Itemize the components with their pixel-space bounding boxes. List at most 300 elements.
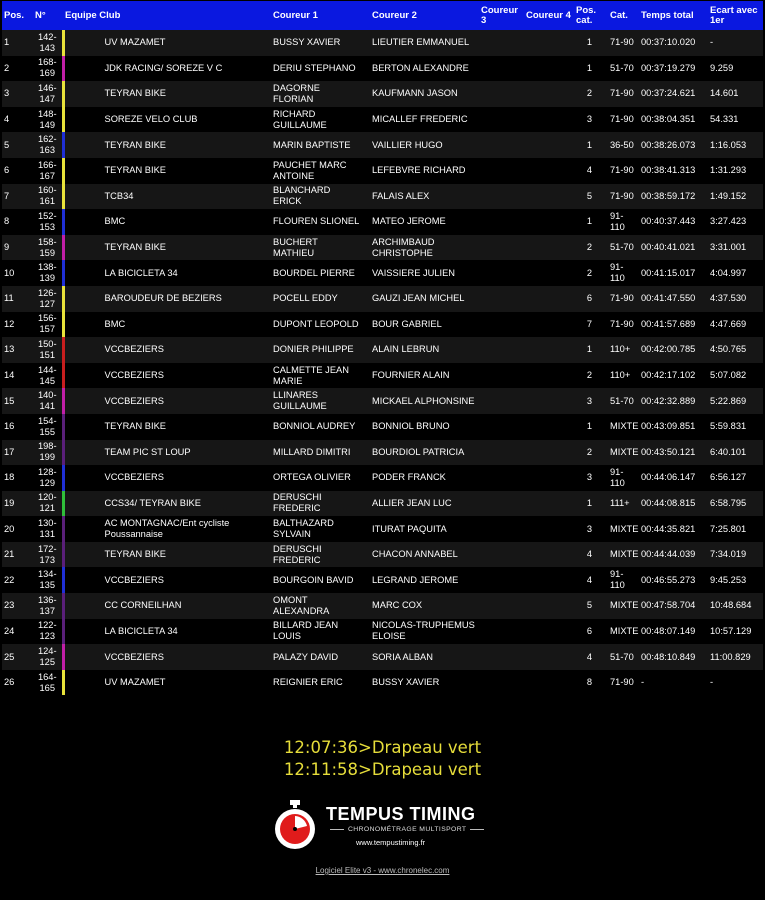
- cell-runner3: [479, 593, 524, 619]
- cell-runner2: LEFEBVRE RICHARD: [362, 158, 479, 184]
- cell-runner3: [479, 542, 524, 568]
- cell-gap: 4:50.765: [708, 337, 763, 363]
- cell-club: TEYRAN BIKE: [63, 235, 263, 261]
- cell-total-time: 00:42:17.102: [639, 363, 708, 389]
- cell-runner2: BONNIOL BRUNO: [362, 414, 479, 440]
- cell-runner1: FLOUREN SLIONEL: [263, 209, 362, 235]
- cell-poscat: 1: [574, 30, 605, 56]
- cell-runner2: FOURNIER ALAIN: [362, 363, 479, 389]
- cell-total-time: 00:41:47.550: [639, 286, 708, 312]
- cell-runner3: [479, 235, 524, 261]
- cell-runner2: ALAIN LEBRUN: [362, 337, 479, 363]
- cell-runner1: BILLARD JEAN LOUIS: [263, 619, 362, 645]
- cell-runner3: [479, 414, 524, 440]
- cell-runner1: REIGNIER ERIC: [263, 670, 362, 696]
- cell-gap: -: [708, 670, 763, 696]
- cell-cat: 36-50: [605, 132, 639, 158]
- cell-runner1: DUPONT LEOPOLD: [263, 312, 362, 338]
- cell-total-time: 00:44:35.821: [639, 516, 708, 542]
- cell-runner1: MILLARD DIMITRI: [263, 440, 362, 466]
- cell-runner4: [524, 644, 574, 670]
- table-row: [2, 81, 763, 107]
- table-row: [2, 235, 763, 261]
- cell-cat: 71-90: [605, 158, 639, 184]
- cell-club: LA BICICLETA 34: [63, 260, 263, 286]
- cell-bib: 164-165: [33, 670, 63, 696]
- cell-runner2: ITURAT PAQUITA: [362, 516, 479, 542]
- cell-poscat: 2: [574, 363, 605, 389]
- cell-total-time: 00:41:57.689: [639, 312, 708, 338]
- cell-cat: 71-90: [605, 670, 639, 696]
- cell-cat: 110+: [605, 363, 639, 389]
- cell-runner1: RICHARD GUILLAUME: [263, 107, 362, 133]
- cell-runner2: MATEO JEROME: [362, 209, 479, 235]
- cell-total-time: 00:44:08.815: [639, 491, 708, 517]
- cell-runner2: ALLIER JEAN LUC: [362, 491, 479, 517]
- cell-total-time: 00:38:04.351: [639, 107, 708, 133]
- cell-runner1: ORTEGA OLIVIER: [263, 465, 362, 491]
- cell-bib: 148-149: [33, 107, 63, 133]
- cell-runner4: [524, 465, 574, 491]
- cell-bib: 146-147: [33, 81, 63, 107]
- cell-runner4: [524, 56, 574, 82]
- cell-runner2: BUSSY XAVIER: [362, 670, 479, 696]
- cell-runner2: MARC COX: [362, 593, 479, 619]
- cell-runner4: [524, 491, 574, 517]
- header-runner4: Coureur 4: [526, 9, 571, 21]
- cell-total-time: 00:38:41.313: [639, 158, 708, 184]
- cell-bib: 140-141: [33, 388, 63, 414]
- stopwatch-icon: [270, 800, 320, 850]
- cell-poscat: 1: [574, 414, 605, 440]
- cell-cat: 51-70: [605, 56, 639, 82]
- cell-cat: MIXTE: [605, 440, 639, 466]
- cell-pos: 18: [2, 465, 33, 491]
- cell-runner4: [524, 337, 574, 363]
- cell-bib: 172-173: [33, 542, 63, 568]
- cell-poscat: 4: [574, 158, 605, 184]
- cell-club: TEYRAN BIKE: [63, 132, 263, 158]
- cell-bib: 120-121: [33, 491, 63, 517]
- table-row: [2, 388, 763, 414]
- cell-runner3: [479, 312, 524, 338]
- table-row: [2, 312, 763, 338]
- cell-cat: 51-70: [605, 235, 639, 261]
- results-body: [2, 30, 763, 695]
- cell-runner4: [524, 619, 574, 645]
- table-row: [2, 593, 763, 619]
- cell-club: VCCBEZIERS: [63, 363, 263, 389]
- cell-runner2: NICOLAS-TRUPHEMUS ELOISE: [362, 619, 479, 645]
- cell-poscat: 2: [574, 440, 605, 466]
- cell-runner3: [479, 30, 524, 56]
- cell-runner4: [524, 414, 574, 440]
- table-row: [2, 56, 763, 82]
- cell-bib: 154-155: [33, 414, 63, 440]
- cell-club: VCCBEZIERS: [63, 465, 263, 491]
- cell-pos: 9: [2, 235, 33, 261]
- cell-cat: 51-70: [605, 388, 639, 414]
- cell-cat: 71-90: [605, 30, 639, 56]
- cell-runner1: BLANCHARD ERICK: [263, 184, 362, 210]
- cell-bib: 124-125: [33, 644, 63, 670]
- cell-club: TEYRAN BIKE: [63, 81, 263, 107]
- cell-bib: 126-127: [33, 286, 63, 312]
- cell-total-time: 00:37:19.279: [639, 56, 708, 82]
- logo-url[interactable]: www.tempustiming.fr: [356, 838, 426, 847]
- cell-total-time: 00:43:50.121: [639, 440, 708, 466]
- cell-gap: 7:34.019: [708, 542, 763, 568]
- cell-runner3: [479, 388, 524, 414]
- cell-bib: 122-123: [33, 619, 63, 645]
- cell-bib: 158-159: [33, 235, 63, 261]
- tempus-timing-logo[interactable]: [270, 798, 500, 854]
- cell-runner4: [524, 542, 574, 568]
- cell-gap: 7:25.801: [708, 516, 763, 542]
- cell-poscat: 1: [574, 56, 605, 82]
- cell-bib: 168-169: [33, 56, 63, 82]
- cell-runner3: [479, 491, 524, 517]
- cell-runner2: MICKAEL ALPHONSINE: [362, 388, 479, 414]
- cell-gap: 4:47.669: [708, 312, 763, 338]
- cell-runner4: [524, 388, 574, 414]
- cell-runner1: POCELL EDDY: [263, 286, 362, 312]
- cell-runner3: [479, 81, 524, 107]
- cell-total-time: 00:37:24.621: [639, 81, 708, 107]
- cell-runner2: LEGRAND JEROME: [362, 567, 479, 593]
- cell-runner2: GAUZI JEAN MICHEL: [362, 286, 479, 312]
- cell-poscat: 2: [574, 235, 605, 261]
- cell-runner4: [524, 235, 574, 261]
- cell-pos: 12: [2, 312, 33, 338]
- table-row: [2, 337, 763, 363]
- cell-runner1: OMONT ALEXANDRA: [263, 593, 362, 619]
- table-row: [2, 619, 763, 645]
- cell-club: UV MAZAMET: [63, 670, 263, 696]
- cell-club: CC CORNEILHAN: [63, 593, 263, 619]
- cell-runner1: DERUSCHI FREDERIC: [263, 542, 362, 568]
- cell-runner4: [524, 363, 574, 389]
- cell-pos: 13: [2, 337, 33, 363]
- cell-pos: 6: [2, 158, 33, 184]
- cell-gap: 11:00.829: [708, 644, 763, 670]
- table-row: [2, 670, 763, 696]
- cell-club: UV MAZAMET: [63, 30, 263, 56]
- cell-cat: 71-90: [605, 286, 639, 312]
- table-header: [2, 1, 763, 30]
- cell-pos: 3: [2, 81, 33, 107]
- cell-club: TEYRAN BIKE: [63, 414, 263, 440]
- cell-cat: MIXTE: [605, 593, 639, 619]
- header-cat: Cat.: [610, 9, 628, 21]
- cell-runner3: [479, 56, 524, 82]
- cell-total-time: 00:42:32.889: [639, 388, 708, 414]
- cell-club: BMC: [63, 209, 263, 235]
- cell-runner1: DERIU STEPHANO: [263, 56, 362, 82]
- cell-runner3: [479, 260, 524, 286]
- cell-cat: 111+: [605, 491, 639, 517]
- cell-runner3: [479, 337, 524, 363]
- cell-gap: 1:16.053: [708, 132, 763, 158]
- table-row: [2, 107, 763, 133]
- cell-total-time: 00:47:58.704: [639, 593, 708, 619]
- table-row: [2, 491, 763, 517]
- cell-poscat: 1: [574, 132, 605, 158]
- cell-poscat: 8: [574, 670, 605, 696]
- cell-club: VCCBEZIERS: [63, 567, 263, 593]
- cell-runner4: [524, 184, 574, 210]
- cell-pos: 8: [2, 209, 33, 235]
- cell-runner1: BUCHERT MATHIEU: [263, 235, 362, 261]
- cell-runner4: [524, 132, 574, 158]
- cell-gap: 54.331: [708, 107, 763, 133]
- cell-runner2: VAILLIER HUGO: [362, 132, 479, 158]
- software-credit-link[interactable]: Logiciel Elite v3 - www.chronelec.com: [315, 866, 450, 875]
- cell-pos: 23: [2, 593, 33, 619]
- cell-runner4: [524, 158, 574, 184]
- cell-club: VCCBEZIERS: [63, 388, 263, 414]
- cell-runner2: BERTON ALEXANDRE: [362, 56, 479, 82]
- cell-runner4: [524, 567, 574, 593]
- cell-bib: 198-199: [33, 440, 63, 466]
- logo-subtitle: CHRONOMÉTRAGE MULTISPORT: [326, 826, 488, 833]
- cell-total-time: 00:46:55.273: [639, 567, 708, 593]
- cell-gap: 6:56.127: [708, 465, 763, 491]
- cell-runner2: BOURDIOL PATRICIA: [362, 440, 479, 466]
- cell-total-time: 00:40:41.021: [639, 235, 708, 261]
- cell-runner2: BOUR GABRIEL: [362, 312, 479, 338]
- cell-cat: 71-90: [605, 107, 639, 133]
- header-gap: Ecart avec 1er: [710, 4, 758, 26]
- cell-poscat: 7: [574, 312, 605, 338]
- cell-club: JDK RACING/ SOREZE V C: [63, 56, 263, 82]
- cell-runner3: [479, 286, 524, 312]
- cell-total-time: 00:43:09.851: [639, 414, 708, 440]
- cell-total-time: 00:40:37.443: [639, 209, 708, 235]
- cell-bib: 156-157: [33, 312, 63, 338]
- cell-runner4: [524, 209, 574, 235]
- cell-bib: 152-153: [33, 209, 63, 235]
- cell-pos: 14: [2, 363, 33, 389]
- cell-pos: 24: [2, 619, 33, 645]
- cell-gap: 9:45.253: [708, 567, 763, 593]
- cell-poscat: 4: [574, 644, 605, 670]
- cell-cat: 91-110: [605, 567, 639, 593]
- cell-gap: 10:57.129: [708, 619, 763, 645]
- table-row: [2, 260, 763, 286]
- cell-pos: 16: [2, 414, 33, 440]
- cell-cat: MIXTE: [605, 619, 639, 645]
- flag-line: 12:07:36>Drapeau vert: [283, 738, 482, 757]
- cell-club: VCCBEZIERS: [63, 337, 263, 363]
- cell-runner2: PODER FRANCK: [362, 465, 479, 491]
- cell-runner1: MARIN BAPTISTE: [263, 132, 362, 158]
- cell-bib: 150-151: [33, 337, 63, 363]
- cell-club: VCCBEZIERS: [63, 644, 263, 670]
- cell-poscat: 2: [574, 81, 605, 107]
- cell-gap: 6:58.795: [708, 491, 763, 517]
- header-total: Temps total: [641, 9, 694, 21]
- cell-total-time: 00:48:07.149: [639, 619, 708, 645]
- cell-club: TEYRAN BIKE: [63, 542, 263, 568]
- cell-runner3: [479, 132, 524, 158]
- cell-runner2: SORIA ALBAN: [362, 644, 479, 670]
- cell-runner1: DAGORNE FLORIAN: [263, 81, 362, 107]
- table-row: [2, 132, 763, 158]
- cell-runner4: [524, 312, 574, 338]
- cell-runner3: [479, 516, 524, 542]
- cell-cat: 71-90: [605, 312, 639, 338]
- cell-runner1: PAUCHET MARC ANTOINE: [263, 158, 362, 184]
- cell-runner4: [524, 593, 574, 619]
- cell-gap: 1:49.152: [708, 184, 763, 210]
- cell-pos: 2: [2, 56, 33, 82]
- cell-runner3: [479, 107, 524, 133]
- cell-pos: 7: [2, 184, 33, 210]
- cell-bib: 160-161: [33, 184, 63, 210]
- cell-gap: 5:59.831: [708, 414, 763, 440]
- cell-runner1: BOURGOIN BAVID: [263, 567, 362, 593]
- cell-club: SOREZE VELO CLUB: [63, 107, 263, 133]
- cell-runner3: [479, 567, 524, 593]
- cell-gap: 6:40.101: [708, 440, 763, 466]
- cell-runner3: [479, 465, 524, 491]
- cell-runner1: BOURDEL PIERRE: [263, 260, 362, 286]
- cell-runner2: CHACON ANNABEL: [362, 542, 479, 568]
- cell-runner2: VAISSIERE JULIEN: [362, 260, 479, 286]
- header-num: N°: [35, 9, 46, 21]
- header-poscat: Pos. cat.: [576, 4, 597, 26]
- cell-pos: 22: [2, 567, 33, 593]
- cell-bib: 130-131: [33, 516, 63, 542]
- cell-runner3: [479, 619, 524, 645]
- cell-club: BAROUDEUR DE BEZIERS: [63, 286, 263, 312]
- cell-gap: 3:31.001: [708, 235, 763, 261]
- cell-runner2: LIEUTIER EMMANUEL: [362, 30, 479, 56]
- cell-gap: -: [708, 30, 763, 56]
- cell-gap: 9.259: [708, 56, 763, 82]
- logo-title: TEMPUS TIMING: [326, 804, 476, 824]
- cell-bib: 144-145: [33, 363, 63, 389]
- cell-poscat: 3: [574, 107, 605, 133]
- cell-gap: 5:07.082: [708, 363, 763, 389]
- results-table: [2, 1, 765, 695]
- table-row: [2, 158, 763, 184]
- cell-cat: MIXTE: [605, 516, 639, 542]
- cell-total-time: 00:44:06.147: [639, 465, 708, 491]
- cell-club: TEYRAN BIKE: [63, 158, 263, 184]
- cell-runner4: [524, 286, 574, 312]
- cell-total-time: 00:37:10.020: [639, 30, 708, 56]
- cell-poscat: 2: [574, 260, 605, 286]
- cell-gap: 14.601: [708, 81, 763, 107]
- cell-gap: 5:22.869: [708, 388, 763, 414]
- cell-poscat: 1: [574, 491, 605, 517]
- cell-poscat: 3: [574, 465, 605, 491]
- cell-cat: 51-70: [605, 644, 639, 670]
- cell-runner3: [479, 184, 524, 210]
- cell-pos: 1: [2, 30, 33, 56]
- cell-gap: 3:27.423: [708, 209, 763, 235]
- cell-runner4: [524, 260, 574, 286]
- cell-pos: 19: [2, 491, 33, 517]
- cell-bib: 138-139: [33, 260, 63, 286]
- cell-cat: 91-110: [605, 209, 639, 235]
- cell-total-time: -: [639, 670, 708, 696]
- cell-runner3: [479, 209, 524, 235]
- cell-runner2: MICALLEF FREDERIC: [362, 107, 479, 133]
- cell-club: BMC: [63, 312, 263, 338]
- cell-poscat: 4: [574, 542, 605, 568]
- table-row: [2, 286, 763, 312]
- cell-runner2: KAUFMANN JASON: [362, 81, 479, 107]
- cell-runner1: BUSSY XAVIER: [263, 30, 362, 56]
- cell-poscat: 3: [574, 388, 605, 414]
- table-row: [2, 542, 763, 568]
- cell-club: LA BICICLETA 34: [63, 619, 263, 645]
- cell-bib: 136-137: [33, 593, 63, 619]
- cell-runner1: BONNIOL AUDREY: [263, 414, 362, 440]
- cell-pos: 11: [2, 286, 33, 312]
- cell-runner4: [524, 81, 574, 107]
- cell-poscat: 3: [574, 516, 605, 542]
- cell-total-time: 00:42:00.785: [639, 337, 708, 363]
- cell-runner3: [479, 644, 524, 670]
- cell-cat: 71-90: [605, 81, 639, 107]
- header-club: Equipe Club: [65, 9, 121, 21]
- cell-poscat: 1: [574, 209, 605, 235]
- table-row: [2, 30, 763, 56]
- table-row: [2, 465, 763, 491]
- table-row: [2, 209, 763, 235]
- cell-club: TEAM PIC ST LOUP: [63, 440, 263, 466]
- cell-pos: 21: [2, 542, 33, 568]
- cell-runner4: [524, 30, 574, 56]
- cell-runner2: FALAIS ALEX: [362, 184, 479, 210]
- cell-pos: 20: [2, 516, 33, 542]
- cell-club: AC MONTAGNAC/Ent cycliste Poussannaise: [63, 516, 263, 542]
- header-runner2: Coureur 2: [372, 9, 417, 21]
- cell-runner2: ARCHIMBAUD CHRISTOPHE: [362, 235, 479, 261]
- cell-bib: 162-163: [33, 132, 63, 158]
- cell-poscat: 5: [574, 593, 605, 619]
- cell-runner4: [524, 670, 574, 696]
- header-pos: Pos.: [4, 9, 25, 21]
- cell-runner1: BALTHAZARD SYLVAIN: [263, 516, 362, 542]
- cell-club: TCB34: [63, 184, 263, 210]
- cell-bib: 128-129: [33, 465, 63, 491]
- cell-pos: 15: [2, 388, 33, 414]
- cell-pos: 4: [2, 107, 33, 133]
- cell-runner4: [524, 107, 574, 133]
- cell-bib: 166-167: [33, 158, 63, 184]
- cell-runner3: [479, 363, 524, 389]
- table-row: [2, 644, 763, 670]
- cell-club: CCS34/ TEYRAN BIKE: [63, 491, 263, 517]
- cell-cat: 91-110: [605, 260, 639, 286]
- cell-runner3: [479, 670, 524, 696]
- cell-cat: 91-110: [605, 465, 639, 491]
- cell-gap: 4:37.530: [708, 286, 763, 312]
- cell-cat: 110+: [605, 337, 639, 363]
- cell-gap: 4:04.997: [708, 260, 763, 286]
- table-row: [2, 184, 763, 210]
- table-row: [2, 363, 763, 389]
- table-row: [2, 516, 763, 542]
- cell-pos: 5: [2, 132, 33, 158]
- cell-bib: 134-135: [33, 567, 63, 593]
- table-row: [2, 567, 763, 593]
